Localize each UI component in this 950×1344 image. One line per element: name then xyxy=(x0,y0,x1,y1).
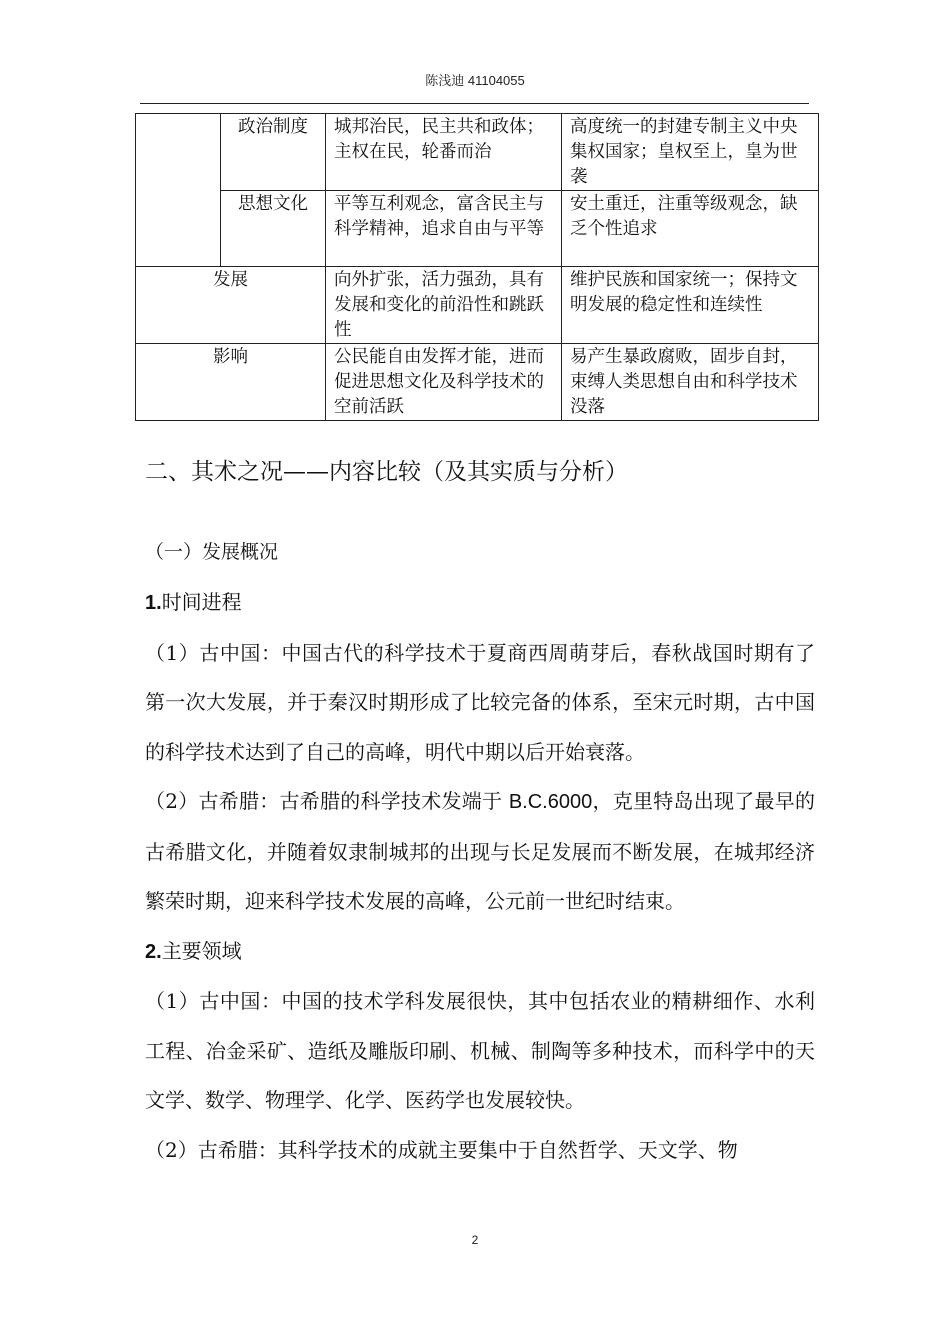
paragraph-heading xyxy=(145,927,815,978)
table-cell-category: 发展 xyxy=(136,267,326,344)
table-row xyxy=(136,191,819,267)
table-cell-china: 维护民族和国家统一；保持文明发展的稳定性和连续性 xyxy=(562,267,819,344)
paragraph-heading xyxy=(145,578,815,629)
heading-text: 时间进程 xyxy=(161,590,242,614)
table-cell-aspect: 思想文化 xyxy=(221,191,326,267)
heading-number: 2. xyxy=(145,940,162,963)
header-rule xyxy=(140,103,809,104)
paragraph: （2）古希腊：其科学技术的成就主要集中于自然哲学、天文学、物 xyxy=(145,1137,738,1162)
table-cell-greece: 城邦治民，民主共和政体；主权在民，轮番而治 xyxy=(326,114,562,191)
paragraph-text: （2）古希腊：古希腊的科学技术发端于 xyxy=(145,789,509,813)
section-heading: 二、其术之况——内容比较（及其实质与分析） xyxy=(145,459,628,485)
table-cell-greece: 向外扩张，活力强劲，具有发展和变化的前沿性和跳跃性 xyxy=(326,267,562,344)
paragraph: （1）古中国：中国的技术学科发展很快，其中包括农业的精耕细作、水利工程、冶金采矿、造纸及雕版印刷、机械、制陶等多种技术，而科学中的天文学、数学、物理学、化学、医药学也发展较快。 xyxy=(145,989,815,1112)
date-text: B.C.6000 xyxy=(508,791,593,813)
table-cell-greece: 公民能自由发挥才能，进而促进思想文化及科学技术的空前活跃 xyxy=(326,344,562,421)
comparison-table xyxy=(135,113,819,421)
table-cell-china: 安土重迁，注重等级观念，缺乏个性追求 xyxy=(562,191,819,267)
paragraph-text: ，克里特岛出现了最早的古希腊文化，并随着奴隶制城邦的出现与长足发展而不断发展，在城邦经济繁荣时期，迎来科学技术发展的高峰，公元前一世纪时结束。 xyxy=(145,789,815,913)
paragraph: （1）古中国：中国古代的科学技术于夏商西周萌芽后，春秋战国时期有了第一次大发展，并于秦汉时期形成了比较完备的体系，至宋元时期，古中国的科学技术达到了自己的高峰，明代中期以后开始衰落。 xyxy=(145,640,815,764)
subsection-heading: （一）发展概况 xyxy=(145,541,279,563)
body-content xyxy=(145,578,815,1175)
table-row xyxy=(136,344,819,421)
table-cell-aspect: 政治制度 xyxy=(221,114,326,191)
heading-number: 1. xyxy=(145,592,162,614)
heading-text: 主要领域 xyxy=(161,938,242,963)
table-cell-category: 影响 xyxy=(136,344,326,421)
table-row xyxy=(136,267,819,344)
table-cell-greece: 平等互利观念，富含民主与科学精神，追求自由与平等 xyxy=(326,191,562,267)
table-cell-china: 高度统一的封建专制主义中央集权国家；皇权至上，皇为世袭 xyxy=(562,114,819,191)
table-cell-category xyxy=(136,114,221,267)
page-header: 陈浅迪 41104055 xyxy=(425,73,525,88)
table-row xyxy=(136,114,819,191)
page-number: 2 xyxy=(471,1233,479,1247)
table-cell-china: 易产生暴政腐败，固步自封，束缚人类思想自由和科学技术没落 xyxy=(562,344,819,421)
paragraph xyxy=(145,777,815,927)
